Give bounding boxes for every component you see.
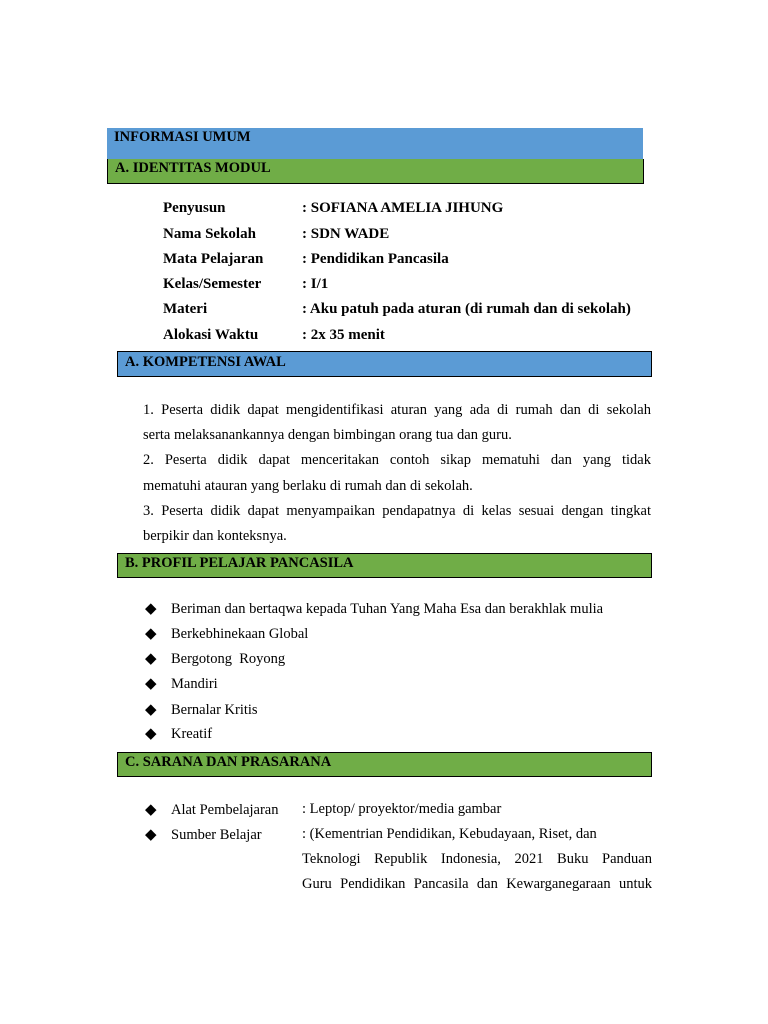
paragraph-line: mematuhi atauran yang berlaku di rumah dan di sekolah. <box>143 477 473 494</box>
diamond-bullet-icon: ◆ <box>145 702 157 718</box>
sarana-value-line: Teknologi Republik Indonesia, 2021 Buku Panduan <box>302 851 652 868</box>
informasi-umum-header: INFORMASI UMUM <box>107 128 643 159</box>
identitas-label: Kelas/Semester <box>163 276 262 292</box>
kompetensi-awal-text <box>143 398 651 549</box>
sarana-value-line: : (Kementrian Pendidikan, Kebudayaan, Riset, dan <box>302 826 597 842</box>
list-item-text: Mandiri <box>171 676 218 692</box>
paragraph-line: 1. Peserta didik dapat mengidentifikasi aturan yang ada di rumah dan di sekolah <box>143 402 651 418</box>
identitas-row <box>163 299 663 319</box>
profil-pelajar-header: B. PROFIL PELAJAR PANCASILA <box>117 553 652 578</box>
list-item-text: Berkebhinekaan Global <box>171 626 309 642</box>
identitas-row <box>163 249 663 269</box>
identitas-value: : SDN WADE <box>302 226 390 242</box>
sarana-value-line: Guru Pendidikan Pancasila dan Kewarganegaraan untuk <box>302 876 652 893</box>
paragraph-line: 3. Peserta didik dapat menyampaikan pendapatnya di kelas sesuai dengan tingkat <box>143 502 651 519</box>
identitas-value: : Pendidikan Pancasila <box>302 251 449 267</box>
identitas-label: Nama Sekolah <box>163 226 256 242</box>
identitas-value: : I/1 <box>302 276 329 292</box>
diamond-bullet-icon: ◆ <box>145 651 157 667</box>
identitas-label: Mata Pelajaran <box>163 251 264 267</box>
list-item-text: Kreatif <box>171 726 213 742</box>
identitas-label: Materi <box>163 301 208 317</box>
identitas-modul-header: A. IDENTITAS MODUL <box>107 159 644 184</box>
paragraph-line: 2. Peserta didik dapat menceritakan contoh sikap mematuhi dan yang tidak <box>143 452 651 469</box>
diamond-bullet-icon: ◆ <box>145 676 157 692</box>
paragraph-line: berpikir dan konteksnya. <box>143 527 287 544</box>
list-item-text: Bernalar Kritis <box>171 702 258 718</box>
kompetensi-awal-header: A. KOMPETENSI AWAL <box>117 351 652 377</box>
list-item-text: Bergotong Royong <box>171 651 286 667</box>
diamond-bullet-icon: ◆ <box>145 802 157 818</box>
list-item-text: Beriman dan bertaqwa kepada Tuhan Yang Maha Esa dan berakhlak mulia <box>171 601 604 617</box>
identitas-row <box>163 224 663 244</box>
sarana-value-line: : Leptop/ proyektor/media gambar <box>302 801 502 817</box>
diamond-bullet-icon: ◆ <box>145 726 157 742</box>
paragraph-line: serta melaksanankannya dengan bimbingan orang tua dan guru. <box>143 427 512 444</box>
identitas-value: : SOFIANA AMELIA JIHUNG <box>302 200 504 216</box>
identitas-row <box>163 274 663 294</box>
diamond-bullet-icon: ◆ <box>145 827 157 843</box>
diamond-bullet-icon: ◆ <box>145 601 157 617</box>
identitas-row <box>163 325 663 345</box>
identitas-value: : 2x 35 menit <box>302 327 385 343</box>
sarana-value <box>302 822 652 898</box>
diamond-bullet-icon: ◆ <box>145 626 157 642</box>
sarana-label: Alat Pembelajaran <box>171 802 279 818</box>
sarana-value <box>302 797 652 822</box>
identitas-row <box>163 198 663 218</box>
identitas-value: : Aku patuh pada aturan (di rumah dan di sekolah) <box>302 301 631 317</box>
identitas-label: Penyusun <box>163 200 226 216</box>
identitas-label: Alokasi Waktu <box>163 327 259 343</box>
sarana-prasarana-header: C. SARANA DAN PRASARANA <box>117 752 652 777</box>
sarana-label: Sumber Belajar <box>171 827 262 843</box>
